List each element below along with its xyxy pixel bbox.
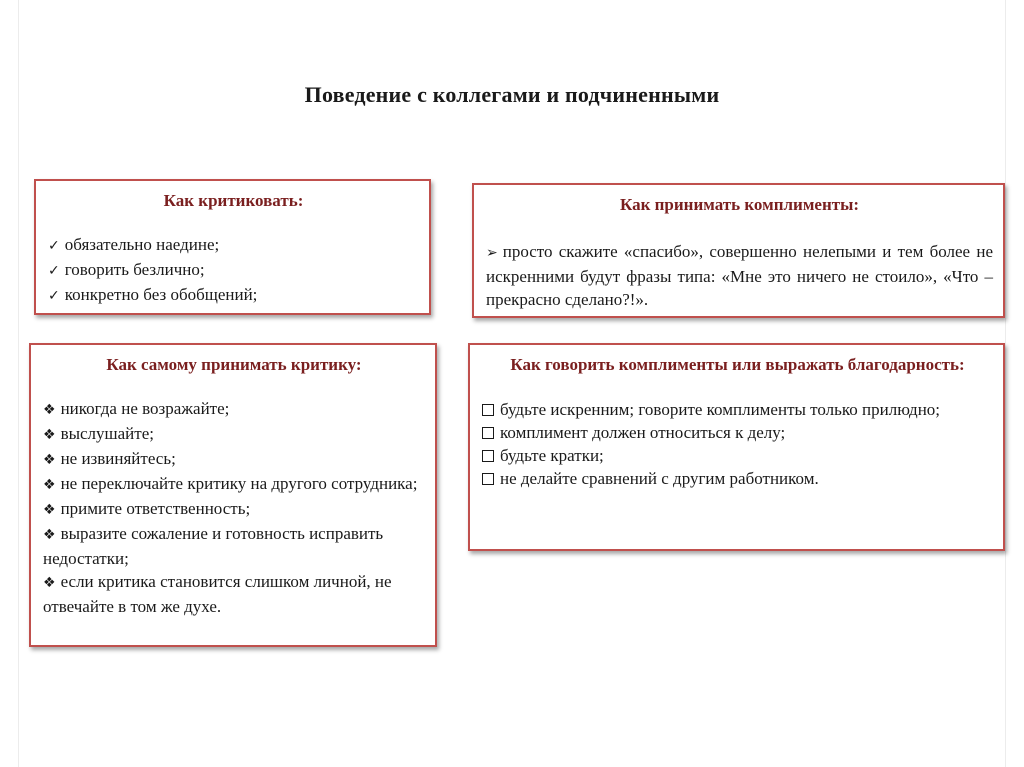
- list-item-text: не переключайте критику на другого сотрудника;: [60, 474, 418, 493]
- card-heading: Как принимать комплименты:: [619, 195, 860, 214]
- list-item-text: обязательно наедине;: [64, 235, 220, 254]
- list-item: [43, 570, 425, 618]
- list-item-text: комплимент должен относиться к делу;: [500, 423, 786, 442]
- diamond-bullet-icon: ❖: [43, 502, 56, 518]
- card-how-to-criticize: [34, 179, 431, 315]
- arrowhead-bullet-icon: ➢: [486, 245, 498, 261]
- list-item: [486, 240, 993, 311]
- list-item-text: никогда не возражайте;: [60, 399, 230, 418]
- diamond-bullet-icon: ❖: [43, 427, 56, 443]
- list-item: [48, 283, 419, 308]
- card-how-to-receive-compliments: [472, 183, 1005, 318]
- checkbox-square-icon: [482, 450, 494, 462]
- list-item-text: выразите сожаление и готовность исправить недостатки;: [43, 524, 384, 568]
- slide-left-edge: [18, 0, 19, 767]
- diamond-bullet-icon: ❖: [43, 477, 56, 493]
- list-item: [43, 522, 425, 570]
- list-item-text: не извиняйтесь;: [60, 449, 176, 468]
- list-item-text: не делайте сравнений с другим работником.: [500, 469, 819, 488]
- list-item: [48, 258, 419, 283]
- list-item-text: конкретно без обобщений;: [64, 285, 258, 304]
- card-how-to-give-compliments: [468, 343, 1005, 551]
- list-item: [43, 497, 425, 522]
- list-item: [482, 467, 993, 490]
- list-item-text: просто скажите «спасибо», совершенно нелепыми и тем более не искренними будут фразы типа: «Мне это ничего не стоило», «Что – прекрасно сделано?!».: [486, 242, 993, 309]
- card-heading: Как самому принимать критику:: [106, 355, 362, 374]
- list-item: [43, 472, 425, 497]
- diamond-bullet-icon: ❖: [43, 527, 56, 543]
- checkmark-icon: ✓: [48, 288, 60, 304]
- diamond-bullet-icon: ❖: [43, 575, 56, 591]
- diamond-bullet-icon: ❖: [43, 402, 56, 418]
- list-item: [482, 398, 993, 421]
- checkbox-square-icon: [482, 404, 494, 416]
- checkmark-icon: ✓: [48, 238, 60, 254]
- card-heading: Как критиковать:: [163, 191, 304, 210]
- card-how-to-receive-criticism: [29, 343, 437, 647]
- list-item: [43, 447, 425, 472]
- list-item: [482, 421, 993, 444]
- diamond-bullet-icon: ❖: [43, 452, 56, 468]
- checkbox-square-icon: [482, 473, 494, 485]
- list-item-text: если критика становится слишком личной, не отвечайте в том же духе.: [43, 572, 392, 616]
- list-item: [482, 444, 993, 467]
- list-item-text: будьте кратки;: [500, 446, 604, 465]
- list-item: [43, 397, 425, 422]
- slide-title: Поведение с коллегами и подчиненными: [304, 82, 720, 107]
- list-item-text: будьте искренним; говорите комплименты только прилюдно;: [500, 400, 941, 419]
- checkbox-square-icon: [482, 427, 494, 439]
- list-item-text: говорить безлично;: [64, 260, 205, 279]
- list-item-text: примите ответственность;: [60, 499, 251, 518]
- list-item-text: выслушайте;: [60, 424, 154, 443]
- list-item: [48, 233, 419, 258]
- slide-right-edge: [1005, 0, 1006, 767]
- card-heading: Как говорить комплименты или выражать благодарность:: [510, 355, 965, 374]
- list-item: [43, 422, 425, 447]
- checkmark-icon: ✓: [48, 263, 60, 279]
